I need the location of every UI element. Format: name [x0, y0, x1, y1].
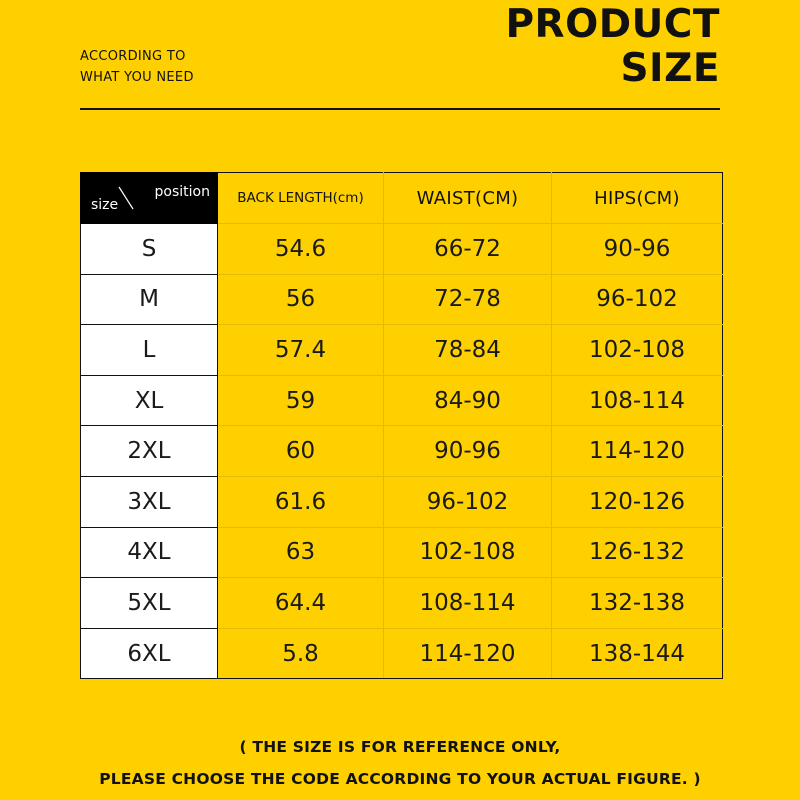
- waist-cell: 90-96: [384, 426, 552, 477]
- column-header-back-length: BACK LENGTH(cm): [218, 173, 384, 224]
- table-row: [81, 426, 723, 477]
- back-length-cell: 61.6: [218, 476, 384, 527]
- size-cell: XL: [81, 375, 218, 426]
- back-length-cell: 5.8: [218, 628, 384, 679]
- header-divider: [80, 108, 720, 110]
- table-row: [81, 274, 723, 325]
- size-cell: 6XL: [81, 628, 218, 679]
- table-row: [81, 375, 723, 426]
- size-cell: 3XL: [81, 476, 218, 527]
- subtitle-line-2: WHAT YOU NEED: [80, 70, 194, 85]
- table-row: [81, 325, 723, 376]
- back-length-cell: 54.6: [218, 224, 384, 275]
- waist-cell: 114-120: [384, 628, 552, 679]
- subtitle: [80, 46, 194, 88]
- table-row: [81, 628, 723, 679]
- size-cell: 5XL: [81, 578, 218, 629]
- waist-cell: 66-72: [384, 224, 552, 275]
- size-cell: S: [81, 224, 218, 275]
- hips-cell: 90-96: [552, 224, 723, 275]
- waist-cell: 102-108: [384, 527, 552, 578]
- table-row: [81, 224, 723, 275]
- table-row: [81, 578, 723, 629]
- hips-cell: 114-120: [552, 426, 723, 477]
- hips-cell: 120-126: [552, 476, 723, 527]
- hips-cell: 132-138: [552, 578, 723, 629]
- title-line-2: SIZE: [620, 46, 720, 91]
- hips-cell: 102-108: [552, 325, 723, 376]
- corner-size-label: size: [91, 197, 119, 213]
- hips-cell: 138-144: [552, 628, 723, 679]
- waist-cell: 96-102: [384, 476, 552, 527]
- hips-cell: 108-114: [552, 375, 723, 426]
- back-length-cell: 63: [218, 527, 384, 578]
- page-title: [505, 3, 720, 91]
- hips-cell: 126-132: [552, 527, 723, 578]
- reference-note-line-2: PLEASE CHOOSE THE CODE ACCORDING TO YOUR ACTUAL FIGURE. ): [99, 770, 701, 788]
- back-length-cell: 64.4: [218, 578, 384, 629]
- waist-cell: 84-90: [384, 375, 552, 426]
- size-cell: L: [81, 325, 218, 376]
- waist-cell: 72-78: [384, 274, 552, 325]
- size-table: [80, 172, 723, 679]
- table-row: [81, 527, 723, 578]
- corner-header: [81, 173, 218, 224]
- hips-cell: 96-102: [552, 274, 723, 325]
- column-header-waist: WAIST(CM): [384, 173, 552, 224]
- column-header-hips: HIPS(CM): [552, 173, 723, 224]
- size-cell: 2XL: [81, 426, 218, 477]
- subtitle-line-1: ACCORDING TO: [80, 49, 186, 64]
- waist-cell: 108-114: [384, 578, 552, 629]
- corner-position-label: position: [154, 184, 210, 200]
- size-cell: M: [81, 274, 218, 325]
- reference-note-line-1: ( THE SIZE IS FOR REFERENCE ONLY,: [239, 738, 561, 756]
- back-length-cell: 60: [218, 426, 384, 477]
- waist-cell: 78-84: [384, 325, 552, 376]
- back-length-cell: 56: [218, 274, 384, 325]
- size-cell: 4XL: [81, 527, 218, 578]
- table-header-row: [81, 173, 723, 224]
- back-length-cell: 59: [218, 375, 384, 426]
- table-row: [81, 476, 723, 527]
- back-length-cell: 57.4: [218, 325, 384, 376]
- title-line-1: PRODUCT: [505, 2, 720, 47]
